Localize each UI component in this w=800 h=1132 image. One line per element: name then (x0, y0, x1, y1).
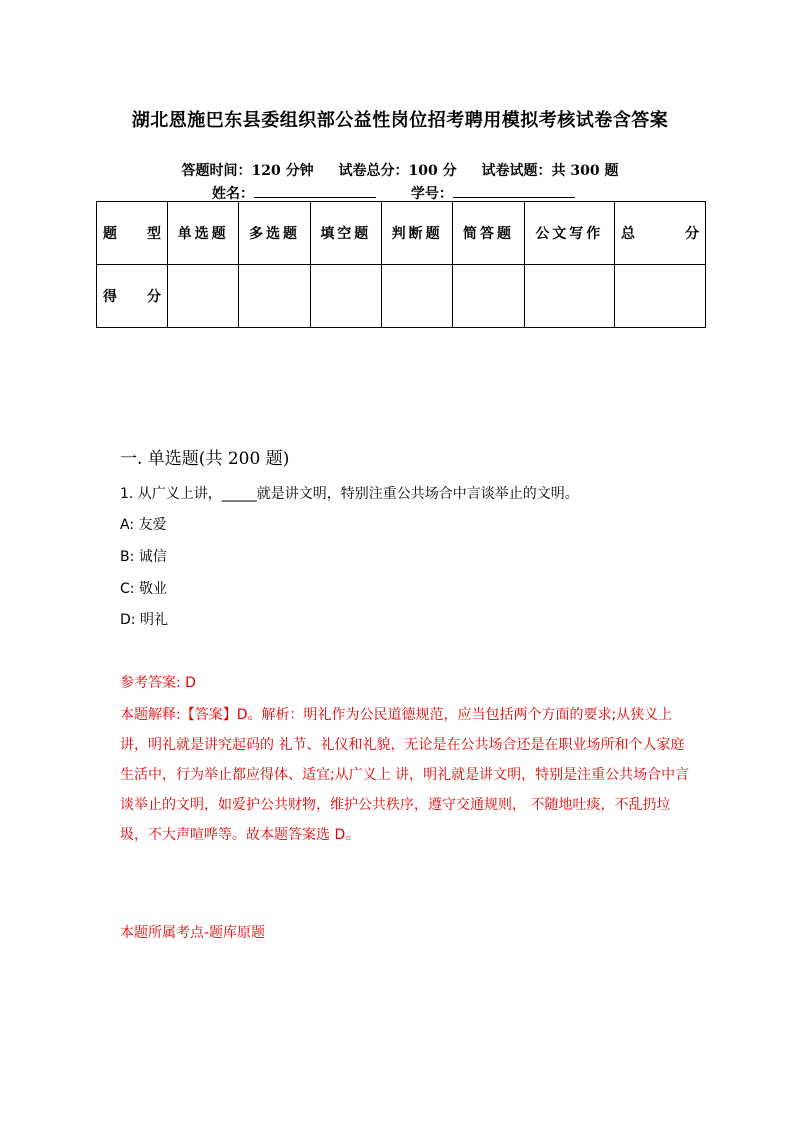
question-stem: 1. 从广义上讲，_____就是讲文明，特别注重公共场合中言谈举止的文明。 (120, 486, 579, 502)
topic-note: 本题所属考点-题库原题 (120, 925, 266, 941)
exam-info-line (0, 160, 800, 180)
score-cell (168, 265, 239, 328)
option-d: D: 明礼 (120, 612, 168, 628)
document-title: 湖北恩施巴东县委组织部公益性岗位招考聘用模拟考核试卷含答案 (131, 110, 669, 131)
reference-answer: 参考答案: D (120, 675, 196, 691)
answer-explanation: 本题解释:【答案】D。解析：明礼作为公民道德规范，应当包括两个方面的要求;从狭义上讲，明礼就是讲究起码的 礼节、礼仪和礼貌，无论是在公共场合还是在职业场所和个人家庭生活中，行为举止都应得体、适宜;从广义上 讲，明礼就是讲文明，特别是注重公共场合中言谈举止的文明，如爱护公共财物，维护公共秩序，遵守交通规则， 不随地吐痰，不乱扔垃圾，不大声喧哗等。故本题答案选 D。 (120, 707, 690, 843)
total-questions: 试卷试题：共 300 题 (481, 163, 619, 179)
score-cell (310, 265, 381, 328)
score-table (96, 201, 706, 328)
option-a: A: 友爱 (120, 517, 167, 533)
header-multiple-choice: 多选题 (239, 202, 310, 265)
score-cell (615, 265, 706, 328)
option-c: C: 敬业 (120, 581, 167, 597)
option-b: B: 诚信 (120, 549, 167, 565)
header-true-false: 判断题 (381, 202, 452, 265)
score-cell (239, 265, 310, 328)
score-table-score-row (97, 265, 706, 328)
score-cell (381, 265, 452, 328)
row-label-score: 得 分 (97, 265, 168, 328)
header-fill-blank: 填空题 (310, 202, 381, 265)
header-official-writing: 公文写作 (524, 202, 614, 265)
name-label: 姓名： (212, 186, 254, 202)
score-table-header-row (97, 202, 706, 265)
section-title: 一. 单选题(共 200 题) (120, 449, 290, 469)
header-single-choice: 单选题 (168, 202, 239, 265)
student-info-line (212, 183, 575, 203)
score-cell (453, 265, 524, 328)
id-blank (453, 185, 575, 198)
header-short-answer: 简答题 (453, 202, 524, 265)
header-total: 总 分 (615, 202, 706, 265)
exam-time: 答题时间：120 分钟 (181, 163, 314, 179)
score-cell (524, 265, 614, 328)
id-label: 学号： (410, 186, 453, 202)
total-score: 试卷总分：100 分 (338, 163, 457, 179)
row-label-type: 题 型 (97, 202, 168, 265)
name-blank (254, 185, 376, 198)
